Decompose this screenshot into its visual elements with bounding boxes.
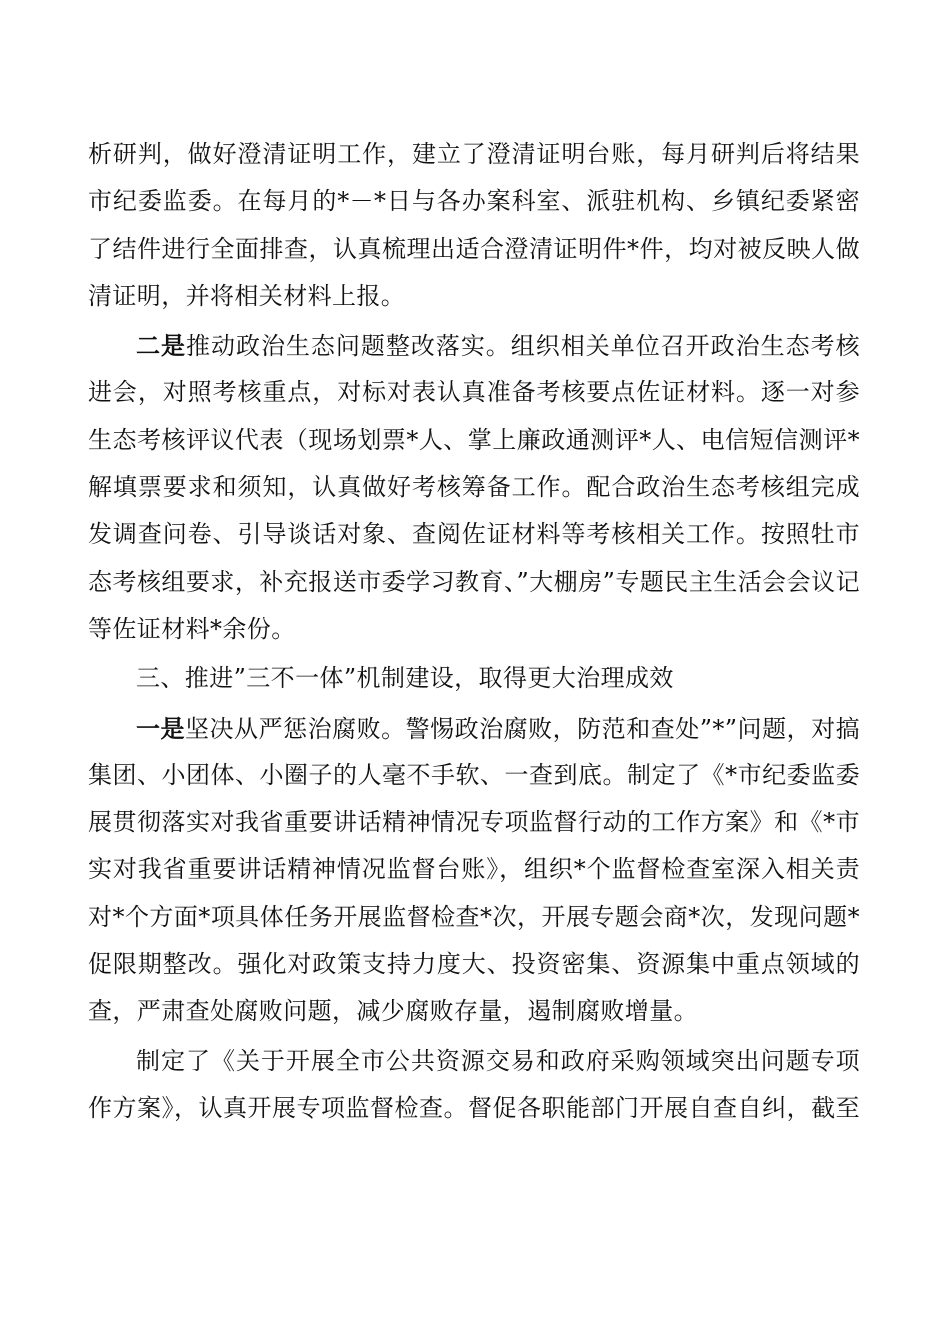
text-line: 了结件进行全面排查，认真梳理出适合澄清证明件*件，均对被反映人做 (88, 234, 860, 263)
text-line: 对*个方面*项具体任务开展监督检查*次，开展专题会商*次，发现问题* (88, 902, 860, 931)
text-line: 生态考核评议代表（现场划票*人、掌上廉政通测评*人、电信短信测评* (88, 425, 860, 454)
heading-text: 三、推进”三不一体”机制建设，取得更大治理成效 (136, 664, 674, 693)
paragraph-special-supervision (88, 1038, 860, 1133)
text-line: 发调查问卷、引导谈话对象、查阅佐证材料等考核相关工作。按照牡市 (88, 520, 860, 549)
paragraph-lead: 二是 (136, 331, 186, 361)
text-line: 制定了《关于开展全市公共资源交易和政府采购领域突出问题专项 (136, 1046, 860, 1075)
text-line: 集团、小团体、小圈子的人毫不手软、一查到底。制定了《*市纪委监委 (88, 760, 860, 789)
text-span: 推动政治生态问题整改落实。组织相关单位召开政治生态考核 (185, 332, 860, 361)
text-line: 市纪委监委。在每月的*－*日与各办案科室、派驻机构、乡镇纪委紧密 (88, 187, 860, 216)
text-line: 等佐证材料*余份。 (88, 614, 296, 643)
paragraph-lead: 一是 (136, 713, 186, 743)
text-line (88, 705, 860, 752)
text-line: 清证明，并将相关材料上报。 (88, 281, 406, 310)
paragraph-clarification (88, 131, 860, 320)
text-line: 展贯彻落实对我省重要讲话精神情况专项监督行动的工作方案》和《*市 (88, 808, 860, 837)
text-line: 查，严肃查处腐败问题，减少腐败存量，遏制腐败增量。 (88, 997, 698, 1026)
text-line: 实对我省重要讲话精神情况监督台账》，组织*个监督检查室深入相关责 (88, 855, 860, 884)
text-line: 促限期整改。强化对政策支持力度大、投资密集、资源集中重点领域的 (88, 950, 860, 979)
text-line: 态考核组要求，补充报送市委学习教育、”大棚房”专题民主生活会会议记 (88, 567, 860, 596)
text-line: 析研判，做好澄清证明工作，建立了澄清证明台账，每月研判后将结果 (88, 140, 860, 168)
text-span: 坚决从严惩治腐败。警惕政治腐败，防范和查处”*”问题，对搞 (185, 714, 860, 743)
paragraph-anti-corruption (88, 705, 860, 1036)
text-line: 进会，对照考核重点，对标对表认真准备考核要点佐证材料。逐一对参 (88, 378, 860, 407)
text-line: 解填票要求和须知，认真做好考核筹备工作。配合政治生态考核组完成 (88, 473, 860, 502)
section-heading (88, 655, 860, 702)
text-line: 作方案》，认真开展专项监督检查。督促各职能部门开展自查自纠，截至 (88, 1093, 860, 1122)
document-page (88, 131, 860, 1132)
text-line (88, 322, 860, 369)
paragraph-political-ecology (88, 322, 860, 653)
